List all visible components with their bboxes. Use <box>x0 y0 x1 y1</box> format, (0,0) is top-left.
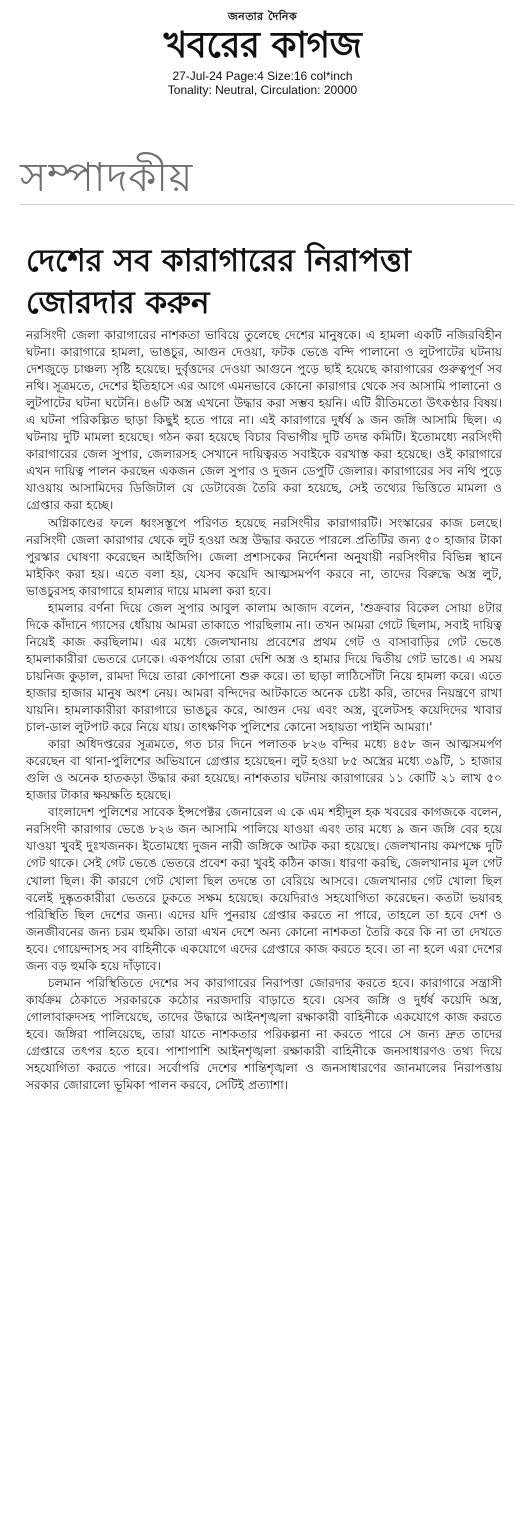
section-divider <box>20 204 514 205</box>
article-paragraph: বাংলাদেশ পুলিশের সাবেক ইন্সপেক্টর জেনারেল এ কে এম শহীদুল হক খবরের কাগজকে বলেন, নরসিংদী কারাগার ভেঙে ৮২৬ জন আসামি পালিয়ে যাওয়া এবং তার মধ্যে ৯ জন জঙ্গি বের হয়ে যাওয়া খুবই দুঃখজনক। ইতোমধ্যে দুজন নারী জঙ্গিকে আটক করা হয়েছে। জেলখানায় কমপক্ষে দুটি গেট থাকে। সেই গেট ভেঙে ভেতরে প্রবেশ করা খুবই কঠিন কাজ। ধারণা করছি, জেলখানার মূল গেট খোলা ছিল। কী কারণে গেট খোলা ছিল তদন্তে তা বেরিয়ে আসবে। জেলখানার গেট খোলা ছিল বলেই দুষ্কৃতকারীরা ভেতরে ঢুকতে সক্ষম হয়েছে। কয়েদিরাও সহযোগিতা করেছেন। কতটা ভয়াবহ পরিস্থিতি ছিল দেশের জন্য। এদের যদি পুনরায় গ্রেপ্তার করতে না পারে, তাহলে তা হবে দেশ ও জনজীবনের জন্য চরম হুমকি। তারা এখন দেশে অন্য কোনো নাশকতা তৈরি করে কি না তা দেখতে হবে। গোয়েন্দাসহ সব বাহিনীকে একযোগে এদের গ্রেপ্তারে কাজ করতে হবে। তা না হলে এরা দেশের জন্য বড় হুমকি হয়ে দাঁড়াবে। <box>26 805 502 973</box>
masthead <box>0 0 525 97</box>
newspaper-tagline: জনতার দৈনিক <box>227 10 298 23</box>
article-body <box>26 327 502 1094</box>
article-paragraph: নরসিংদী জেলা কারাগারের নাশকতা ভাবিয়ে তুলেছে দেশের মানুষকে। এ হামলা একটি নজিরবিহীন ঘটনা। কারাগারে হামলা, ভাঙচুর, আগুন দেওয়া, ফটক ভেঙে বন্দি পালানো ও লুটপাটের ঘটনায় দেশজুড়ে চাঞ্চল্য সৃষ্টি হয়েছে। দুর্বৃত্তদের দেওয়া আগুনে পুড়ে ছাই হয়েছে কারাগারের গুরুত্বপূর্ণ সব নথি। সূত্রমতে, দেশের ইতিহাসে এর আগে এমনভাবে কোনো কারাগার থেকে সব আসামি পালানো ও লুটপাটের ঘটনা ঘটেনি। ৪৬টি অস্ত্র এখনো উদ্ধার করা সম্ভব হয়নি। এটি রীতিমতো উৎকণ্ঠার বিষয়। এ ঘটনা পরিকল্পিত ছাড়া কিছুই হতে পারে না। এই কারাগারে দুর্ধর্ষ ৯ জন জঙ্গি আসামি ছিল। এ ঘটনায় দুটি মামলা হয়েছে। গঠন করা হয়েছে বিচার বিভাগীয় দুটি তদন্ত কমিটি। ইতোমধ্যে নরসিংদী কারাগারের জেল সুপার, জেলারসহ সেখানে দায়িত্বরত সবাইকে বরখাস্ত করা হয়েছে। ওই কারাগারে এখন দায়িত্ব পালন করছেন একজন জেল সুপার ও দুজন ডেপুটি জেলার। কারাগারের সব নথি পুড়ে যাওয়ায় আসামিদের ডিজিটাল যে ডেটাবেজ তৈরি করা হয়েছে, সেই তথ্যের ভিত্তিতে মামলা ও গ্রেপ্তার করা হচ্ছে। <box>26 328 502 513</box>
article-paragraph: হামলার বর্ণনা দিয়ে জেল সুপার আবুল কালাম আজাদ বলেন, 'শুক্রবার বিকেল সোয়া ৪টার দিকে কাঁদানে গ্যাসের ধোঁয়ায় আমরা তাকাতে পারছিলাম না। তখন আমরা গেটে ছিলাম, সবাই দায়িত্ব নিয়েই কাজ করছিলাম। এর মধ্যে জেলখানায় প্রবেশের প্রথম গেট ও বাসাবাড়ির গেট ভেঙে হামলাকারীরা ভেতরে ঢোকে। একপর্যায়ে তারা দেশি অস্ত্র ও হামার দিয়ে দ্বিতীয় গেট ভাঙে। এ সময় চায়নিজ কুড়াল, রামদা দিয়ে তারা কোপানো শুরু করে। তা ছাড়া লাঠিসোঁটা নিয়ে হামলা করে। এতে হাজার হাজার মানুষ অংশ নেয়। আমরা বন্দিদের আটকাতে অনেক চেষ্টা করি, তাদের নিয়ন্ত্রণে রাখা যায়নি। হামলাকারীরা কারাগারে ভাঙচুর করে, আগুন দেয় এবং অস্ত্র, বুলেটসহ কয়েদিদের খাবার চাল-ডাল লুটপাট করে নিয়ে যায়। তাৎক্ষণিক পুলিশের কোনো সহায়তা পাইনি আমরা।' <box>26 600 502 735</box>
article-paragraph: অগ্নিকাণ্ডের ফলে ধ্বংসস্তূপে পরিণত হয়েছে নরসিংদীর কারাগারটি। সংস্কারের কাজ চলছে। নরসিংদী জেলা কারাগার থেকে লুট হওয়া অস্ত্র উদ্ধার করতে পারলে প্রতিটির জন্য ৫০ হাজার টাকা পুরস্কার ঘোষণা করেছেন আইজিপি। জেলা প্রশাসকের নির্দেশনা অনুযায়ী নরসিংদীর বিভিন্ন স্থানে মাইকিং করা হয়। এতে বলা হয়, যেসব কয়েদি আত্মসমর্পণ করবে না, তাদের বিরুদ্ধে অস্ত্র লুট, ভাঙচুরসহ কারাগারে হামলার দায়ে মামলা করা হবে। <box>26 515 502 598</box>
article-paragraph: কারা অধিদপ্তরের সূত্রমতে, গত চার দিনে পলাতক ৮২৬ বন্দির মধ্যে ৪৫৮ জন আত্মসমর্পণ করেছেন বা থানা-পুলিশের অভিযানে গ্রেপ্তার হয়েছেন। লুট হওয়া ৮৫ অস্ত্রের মধ্যে ৩৯টি, ১ হাজার গুলি ও অনেক হাতকড়া উদ্ধার করা হয়েছে। নাশকতার ঘটনায় কারাগারের ১১ কোটি ২১ লাখ ৫০ হাজার টাকার ক্ষয়ক্ষতি হয়েছে। <box>26 737 502 803</box>
clip-meta: Tonality: Neutral, Circulation: 20000 <box>167 83 358 97</box>
article-headline: দেশের সব কারাগারের নিরাপত্তা জোরদার করুন <box>26 243 412 321</box>
clip-info: 27-Jul-24 Page:4 Size:16 col*inch <box>172 69 353 83</box>
section-title: সম্পাদকীয় <box>20 155 194 201</box>
article-paragraph: চলমান পরিস্থিতিতে দেশের সব কারাগারের নিরাপত্তা জোরদার করতে হবে। কারাগারে সন্ত্রাসী কার্যক্রম ঠেকাতে সরকারকে কঠোর নরজদারি বাড়াতে হবে। যেসব জঙ্গি ও দুর্ধর্ষ কয়েদি অস্ত্র, গোলাবারুদসহ পালিয়েছে, তাদের উদ্ধারে আইনশৃঙ্খলা রক্ষাকারী বাহিনীকে একযোগে কাজ করতে হবে। জঙ্গিরা পালিয়েছে, তারা যাতে নাশকতার পরিকল্পনা না করতে পারে সে জন্য দ্রুত তাদের গ্রেপ্তারে তৎপর হতে হবে। পাশাপাশি আইনশৃঙ্খলা রক্ষাকারী বাহিনীকে জনসাধারণও তথ্য দিয়ে সহযোগিতা করতে পারে। সর্বোপরি দেশের শান্তিশৃঙ্খলা ও জনসাধারণের জানমালের নিরাপত্তায় সরকার জোরালো ভূমিকা পালন করবে, সেটিই প্রত্যাশা। <box>26 975 502 1093</box>
newspaper-name: খবরের কাগজ <box>163 25 362 66</box>
